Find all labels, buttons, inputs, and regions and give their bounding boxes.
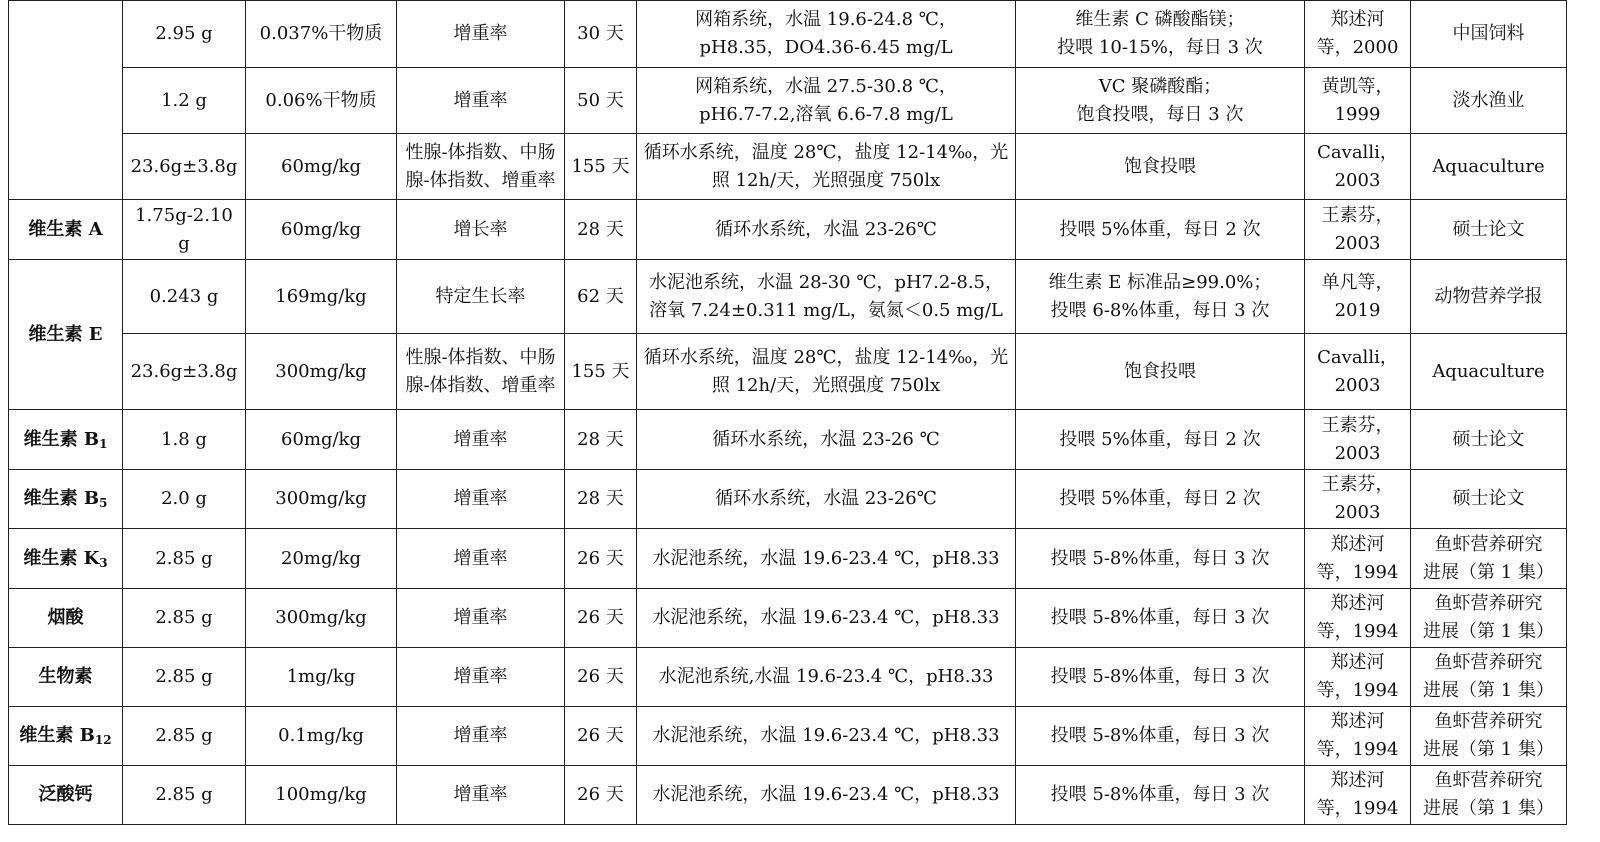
nutrient-cell: 维生素 E — [9, 260, 123, 410]
table-row — [9, 260, 1567, 334]
table-row — [9, 766, 1567, 825]
feeding-cell: 饱食投喂 — [1016, 134, 1305, 200]
table-row — [9, 707, 1567, 766]
index-cell: 特定生长率 — [397, 260, 565, 334]
index-cell: 性腺-体指数、中肠 腺-体指数、增重率 — [397, 134, 565, 200]
author-cell: Cavalli， 2003 — [1305, 334, 1411, 410]
nutrient-cell: 维生素 $B_{12}$ — [9, 707, 123, 766]
nutrient-cell: 泛酸钙 — [9, 766, 123, 825]
feeding-cell: 投喂 5-8%体重，每日 3 次 — [1016, 707, 1305, 766]
source-cell: 鱼虾营养研究 进展（第 1 集） — [1411, 707, 1567, 766]
duration-cell: 28 天 — [565, 470, 637, 529]
source-cell: 动物营养学报 — [1411, 260, 1567, 334]
feeding-cell: 投喂 5-8%体重，每日 3 次 — [1016, 648, 1305, 707]
author-cell: 王素芬， 2003 — [1305, 200, 1411, 260]
fish-weight-cell: 2.0 g — [123, 470, 246, 529]
nutrient-cell: 维生素 $B_1$ — [9, 410, 123, 470]
duration-cell: 28 天 — [565, 200, 637, 260]
index-cell: 增重率 — [397, 589, 565, 648]
duration-cell: 26 天 — [565, 529, 637, 589]
conditions-cell: 水泥池系统,水温 19.6-23.4 ℃，pH8.33 — [637, 648, 1016, 707]
fish-weight-cell: 2.85 g — [123, 529, 246, 589]
dose-cell: 300mg/kg — [246, 589, 397, 648]
feeding-cell: 饱食投喂 — [1016, 334, 1305, 410]
source-cell: Aquaculture — [1411, 134, 1567, 200]
author-cell: 单凡等， 2019 — [1305, 260, 1411, 334]
index-cell: 增重率 — [397, 766, 565, 825]
author-cell: 郑述河 等，1994 — [1305, 648, 1411, 707]
dose-cell: 100mg/kg — [246, 766, 397, 825]
fish-weight-cell: 2.95 g — [123, 1, 246, 68]
author-cell: 郑述河 等，1994 — [1305, 529, 1411, 589]
dose-cell: 300mg/kg — [246, 470, 397, 529]
fish-weight-cell: 0.243 g — [123, 260, 246, 334]
index-cell: 增重率 — [397, 410, 565, 470]
source-cell: 鱼虾营养研究 进展（第 1 集） — [1411, 766, 1567, 825]
duration-cell: 155 天 — [565, 334, 637, 410]
table-row — [9, 68, 1567, 134]
fish-weight-cell: 2.85 g — [123, 648, 246, 707]
index-cell: 性腺-体指数、中肠 腺-体指数、增重率 — [397, 334, 565, 410]
author-cell: 黄凯等， 1999 — [1305, 68, 1411, 134]
feeding-cell: 投喂 5-8%体重，每日 3 次 — [1016, 529, 1305, 589]
table-row — [9, 200, 1567, 260]
author-cell: 王素芬， 2003 — [1305, 410, 1411, 470]
author-cell: 王素芬， 2003 — [1305, 470, 1411, 529]
fish-weight-cell: 1.75g-2.10 g — [123, 200, 246, 260]
author-cell: 郑述河 等，1994 — [1305, 589, 1411, 648]
fish-weight-cell: 1.8 g — [123, 410, 246, 470]
source-cell: 鱼虾营养研究 进展（第 1 集） — [1411, 589, 1567, 648]
dose-cell: 300mg/kg — [246, 334, 397, 410]
author-cell: 郑述河 等，1994 — [1305, 766, 1411, 825]
source-cell: 硕士论文 — [1411, 200, 1567, 260]
conditions-cell: 网箱系统，水温 19.6-24.8 ℃， pH8.35，DO4.36-6.45 mg/L — [637, 1, 1016, 68]
author-cell: 郑述河 等，2000 — [1305, 1, 1411, 68]
index-cell: 增重率 — [397, 707, 565, 766]
nutrient-cell: 烟酸 — [9, 589, 123, 648]
dose-cell: 0.06%干物质 — [246, 68, 397, 134]
source-cell: Aquaculture — [1411, 334, 1567, 410]
feeding-cell: VC 聚磷酸酯； 饱食投喂，每日 3 次 — [1016, 68, 1305, 134]
duration-cell: 26 天 — [565, 589, 637, 648]
index-cell: 增重率 — [397, 68, 565, 134]
source-cell: 硕士论文 — [1411, 470, 1567, 529]
duration-cell: 30 天 — [565, 1, 637, 68]
source-cell: 鱼虾营养研究 进展（第 1 集） — [1411, 529, 1567, 589]
conditions-cell: 水泥池系统，水温 19.6-23.4 ℃，pH8.33 — [637, 707, 1016, 766]
author-cell: Cavalli， 2003 — [1305, 134, 1411, 200]
fish-weight-cell: 2.85 g — [123, 589, 246, 648]
source-cell: 中国饲料 — [1411, 1, 1567, 68]
conditions-cell: 循环水系统，水温 23-26 ℃ — [637, 410, 1016, 470]
conditions-cell: 循环水系统，水温 23-26℃ — [637, 470, 1016, 529]
table-row — [9, 648, 1567, 707]
duration-cell: 62 天 — [565, 260, 637, 334]
fish-weight-cell: 23.6g±3.8g — [123, 334, 246, 410]
dose-cell: 60mg/kg — [246, 410, 397, 470]
duration-cell: 26 天 — [565, 707, 637, 766]
index-cell: 增重率 — [397, 529, 565, 589]
feeding-cell: 投喂 5%体重，每日 2 次 — [1016, 470, 1305, 529]
dose-cell: 169mg/kg — [246, 260, 397, 334]
nutrient-cell: 维生素 A — [9, 200, 123, 260]
source-cell: 鱼虾营养研究 进展（第 1 集） — [1411, 648, 1567, 707]
dose-cell: 20mg/kg — [246, 529, 397, 589]
conditions-cell: 水泥池系统，水温 19.6-23.4 ℃，pH8.33 — [637, 529, 1016, 589]
fish-weight-cell: 2.85 g — [123, 766, 246, 825]
nutrition-table — [8, 0, 1567, 825]
author-cell: 郑述河 等，1994 — [1305, 707, 1411, 766]
duration-cell: 28 天 — [565, 410, 637, 470]
fish-weight-cell: 1.2 g — [123, 68, 246, 134]
dose-cell: 60mg/kg — [246, 200, 397, 260]
table-row — [9, 1, 1567, 68]
table-row — [9, 589, 1567, 648]
source-cell: 硕士论文 — [1411, 410, 1567, 470]
conditions-cell: 循环水系统，水温 23-26℃ — [637, 200, 1016, 260]
nutrient-cell: 维生素 $B_5$ — [9, 470, 123, 529]
feeding-cell: 投喂 5%体重，每日 2 次 — [1016, 200, 1305, 260]
table-row — [9, 529, 1567, 589]
nutrient-cell: 维生素 $K_3$ — [9, 529, 123, 589]
conditions-cell: 循环水系统，温度 28℃，盐度 12-14‰，光 照 12h/天，光照强度 750lx — [637, 134, 1016, 200]
feeding-cell: 投喂 5-8%体重，每日 3 次 — [1016, 766, 1305, 825]
conditions-cell: 水泥池系统，水温 28-30 ℃，pH7.2-8.5， 溶氧 7.24±0.311 mg/L，氨氮＜0.5 mg/L — [637, 260, 1016, 334]
fish-weight-cell: 23.6g±3.8g — [123, 134, 246, 200]
index-cell: 增重率 — [397, 648, 565, 707]
index-cell: 增长率 — [397, 200, 565, 260]
conditions-cell: 网箱系统，水温 27.5-30.8 ℃， pH6.7-7.2,溶氧 6.6-7.8 mg/L — [637, 68, 1016, 134]
feeding-cell: 投喂 5%体重，每日 2 次 — [1016, 410, 1305, 470]
dose-cell: 0.037%干物质 — [246, 1, 397, 68]
source-cell: 淡水渔业 — [1411, 68, 1567, 134]
table-row — [9, 410, 1567, 470]
feeding-cell: 投喂 5-8%体重，每日 3 次 — [1016, 589, 1305, 648]
duration-cell: 26 天 — [565, 766, 637, 825]
dose-cell: 1mg/kg — [246, 648, 397, 707]
conditions-cell: 循环水系统，温度 28℃，盐度 12-14‰，光 照 12h/天，光照强度 750lx — [637, 334, 1016, 410]
conditions-cell: 水泥池系统，水温 19.6-23.4 ℃，pH8.33 — [637, 766, 1016, 825]
duration-cell: 26 天 — [565, 648, 637, 707]
dose-cell: 60mg/kg — [246, 134, 397, 200]
duration-cell: 50 天 — [565, 68, 637, 134]
feeding-cell: 维生素 C 磷酸酯镁； 投喂 10-15%，每日 3 次 — [1016, 1, 1305, 68]
nutrient-cell: 生物素 — [9, 648, 123, 707]
table-row — [9, 470, 1567, 529]
conditions-cell: 水泥池系统，水温 19.6-23.4 ℃，pH8.33 — [637, 589, 1016, 648]
table-row — [9, 134, 1567, 200]
nutrient-cell — [9, 1, 123, 200]
table-row — [9, 334, 1567, 410]
duration-cell: 155 天 — [565, 134, 637, 200]
feeding-cell: 维生素 E 标准品≥99.0%； 投喂 6-8%体重，每日 3 次 — [1016, 260, 1305, 334]
fish-weight-cell: 2.85 g — [123, 707, 246, 766]
dose-cell: 0.1mg/kg — [246, 707, 397, 766]
index-cell: 增重率 — [397, 1, 565, 68]
index-cell: 增重率 — [397, 470, 565, 529]
